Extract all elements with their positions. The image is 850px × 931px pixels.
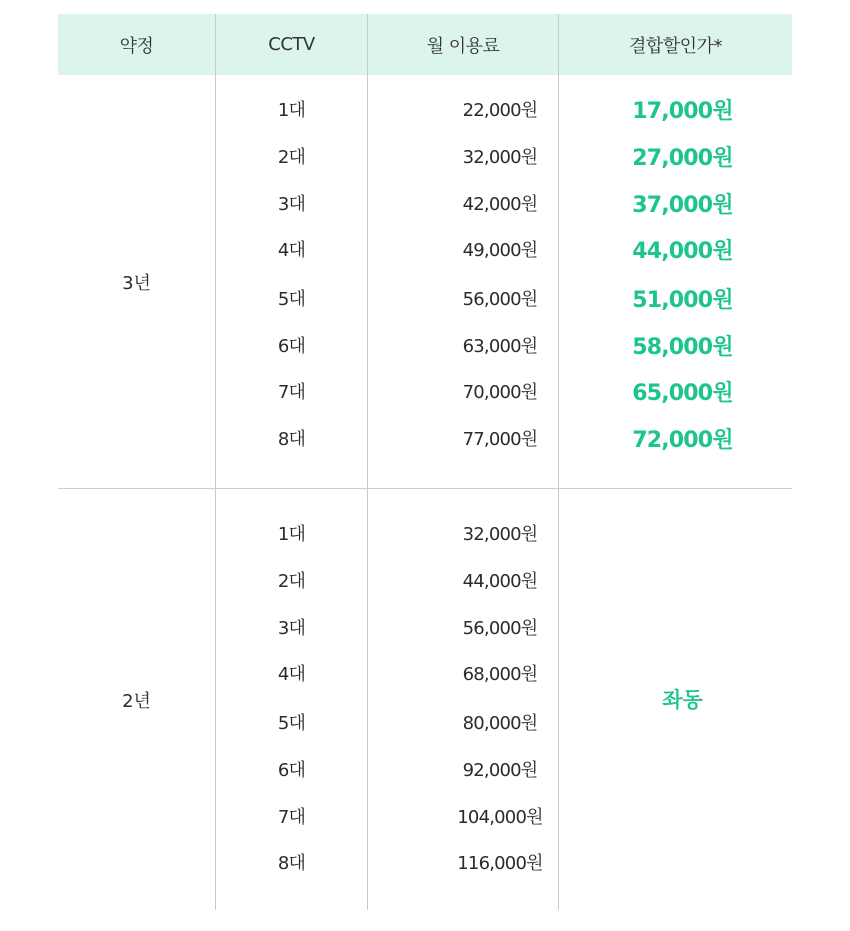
header-monthly-fee: 월 이용료 xyxy=(426,35,500,57)
monthly-fee: 49,000원 xyxy=(462,240,538,261)
monthly-fee: 92,000원 xyxy=(462,760,538,781)
cctv-count: 6대 xyxy=(277,336,306,357)
monthly-fee: 22,000원 xyxy=(462,100,538,121)
cctv-count: 1대 xyxy=(277,100,306,121)
discount-price: 51,000원 xyxy=(632,287,733,313)
header-bundle-discount: 결합할인가* xyxy=(629,35,722,57)
monthly-fee: 56,000원 xyxy=(462,289,538,310)
discount-price: 58,000원 xyxy=(632,334,733,360)
cctv-count: 7대 xyxy=(277,382,306,403)
discount-price: 44,000원 xyxy=(632,238,733,264)
cctv-count: 8대 xyxy=(277,429,306,450)
cctv-count: 2대 xyxy=(277,571,306,592)
monthly-fee: 80,000원 xyxy=(462,713,538,734)
cctv-count: 1대 xyxy=(277,524,306,545)
discount-price: 37,000원 xyxy=(632,192,733,218)
monthly-fee: 44,000원 xyxy=(462,571,538,592)
monthly-fee: 68,000원 xyxy=(462,664,538,685)
cctv-count: 4대 xyxy=(277,240,306,261)
discount-price: 27,000원 xyxy=(632,145,733,171)
monthly-fee: 56,000원 xyxy=(462,618,538,639)
term-3-years: 3년 xyxy=(122,272,151,294)
cctv-count: 6대 xyxy=(277,760,306,781)
header-cctv: CCTV xyxy=(268,34,315,55)
monthly-fee: 42,000원 xyxy=(462,194,538,215)
monthly-fee: 104,000원 xyxy=(457,807,543,828)
cctv-count: 5대 xyxy=(277,713,306,734)
cctv-count: 5대 xyxy=(277,289,306,310)
discount-price: 72,000원 xyxy=(632,427,733,453)
monthly-fee: 63,000원 xyxy=(462,336,538,357)
same-as-above-label: 좌동 xyxy=(662,688,703,712)
monthly-fee: 32,000원 xyxy=(462,524,538,545)
cctv-count: 4대 xyxy=(277,664,306,685)
cctv-count: 8대 xyxy=(277,853,306,874)
monthly-fee: 32,000원 xyxy=(462,147,538,168)
cctv-count: 2대 xyxy=(277,147,306,168)
header-term: 약정 xyxy=(119,35,154,57)
cctv-count: 7대 xyxy=(277,807,306,828)
monthly-fee: 77,000원 xyxy=(462,429,538,450)
discount-price: 65,000원 xyxy=(632,380,733,406)
monthly-fee: 116,000원 xyxy=(457,853,543,874)
monthly-fee: 70,000원 xyxy=(462,382,538,403)
cctv-count: 3대 xyxy=(277,194,306,215)
cctv-count: 3대 xyxy=(277,618,306,639)
term-2-years: 2년 xyxy=(122,690,151,712)
discount-price: 17,000원 xyxy=(632,98,733,124)
